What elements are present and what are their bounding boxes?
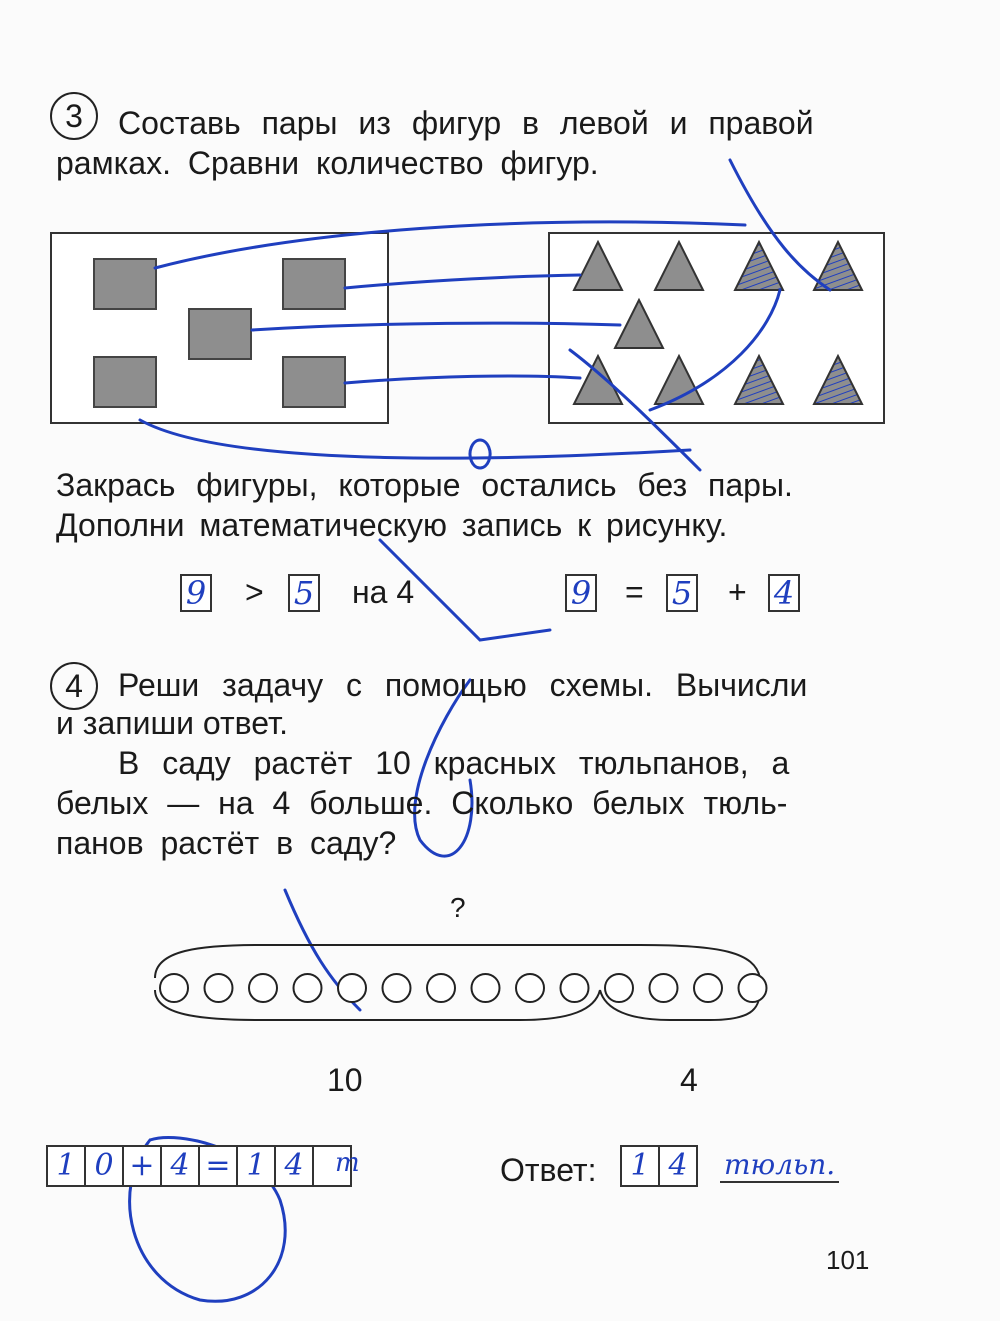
small-circle <box>470 440 490 468</box>
tulip-circle <box>427 974 455 1002</box>
task-3-text-line2: рамках. Сравни количество фигур. <box>56 145 599 181</box>
solution-cell[interactable]: 4 <box>160 1145 200 1187</box>
equation-c-cell[interactable]: 4 <box>768 574 800 612</box>
task-3-instruction-line2: Дополни математическую запись к рисунку. <box>56 507 728 543</box>
task-4-text-line1: Реши задачу с помощью схемы. Вычисли <box>118 667 808 703</box>
tulip-circle <box>383 974 411 1002</box>
scheme-label-10: 10 <box>327 1062 363 1098</box>
compare-sign: > <box>245 574 264 610</box>
solution-unit: т <box>335 1148 360 1178</box>
tulip-circle <box>650 974 678 1002</box>
solution-cells <box>48 1145 352 1187</box>
tulip-scheme <box>140 930 780 1070</box>
equation-plus: + <box>728 574 747 610</box>
cross-stroke-3 <box>650 290 780 410</box>
solution-cell[interactable]: = <box>198 1145 238 1187</box>
pair-line-4 <box>345 376 580 383</box>
solution-cell[interactable]: 4 <box>274 1145 314 1187</box>
answer-label: Ответ: <box>500 1152 597 1188</box>
answer-cell[interactable]: 1 <box>620 1145 660 1187</box>
pair-line-2 <box>345 275 580 288</box>
compare-right-cell[interactable]: 5 <box>288 574 320 612</box>
task-4-text-line2: и запиши ответ. <box>56 705 288 741</box>
task-4-number: 4 <box>50 662 98 710</box>
pair-line-1 <box>155 222 745 268</box>
upper-brace <box>155 945 760 978</box>
task-3-instruction-line1: Закрась фигуры, которые остались без пары. <box>56 467 793 503</box>
tulip-circle <box>561 974 589 1002</box>
solution-cell[interactable]: 0 <box>84 1145 124 1187</box>
tulip-circle <box>338 974 366 1002</box>
scheme-label-4: 4 <box>680 1062 698 1098</box>
page-number: 101 <box>826 1245 870 1275</box>
equation-equals: = <box>625 574 644 610</box>
tulip-circle <box>516 974 544 1002</box>
compare-difference: на 4 <box>352 574 415 610</box>
task-3-number: 3 <box>50 92 98 140</box>
answer-cells <box>622 1145 698 1187</box>
tulip-circle <box>694 974 722 1002</box>
pair-line-3 <box>252 323 620 330</box>
scheme-question-mark: ? <box>450 892 466 923</box>
task-4-text-line4: белых — на 4 больше. Сколько белых тюль- <box>56 785 788 821</box>
solution-cell[interactable]: 1 <box>46 1145 86 1187</box>
solution-cell[interactable]: + <box>122 1145 162 1187</box>
task-4-text-line3: В саду растёт 10 красных тюльпанов, а <box>118 745 790 781</box>
tulip-circle <box>472 974 500 1002</box>
compare-left-cell[interactable]: 9 <box>180 574 212 612</box>
tulip-circle <box>739 974 767 1002</box>
pair-line-5 <box>140 420 690 458</box>
answer-unit: тюльп. <box>720 1148 839 1183</box>
equation-a-cell[interactable]: 9 <box>565 574 597 612</box>
equation-b-cell[interactable]: 5 <box>666 574 698 612</box>
tulip-circle <box>605 974 633 1002</box>
task-3-text-line1: Составь пары из фигур в левой и правой <box>118 105 814 141</box>
tulip-circle <box>160 974 188 1002</box>
task-4-text-line5: панов растёт в саду? <box>56 825 397 861</box>
answer-cell[interactable]: 4 <box>658 1145 698 1187</box>
tulip-circle <box>205 974 233 1002</box>
tulip-circles <box>160 974 767 1002</box>
solution-cell[interactable]: 1 <box>236 1145 276 1187</box>
tulip-circle <box>294 974 322 1002</box>
tulip-circle <box>249 974 277 1002</box>
